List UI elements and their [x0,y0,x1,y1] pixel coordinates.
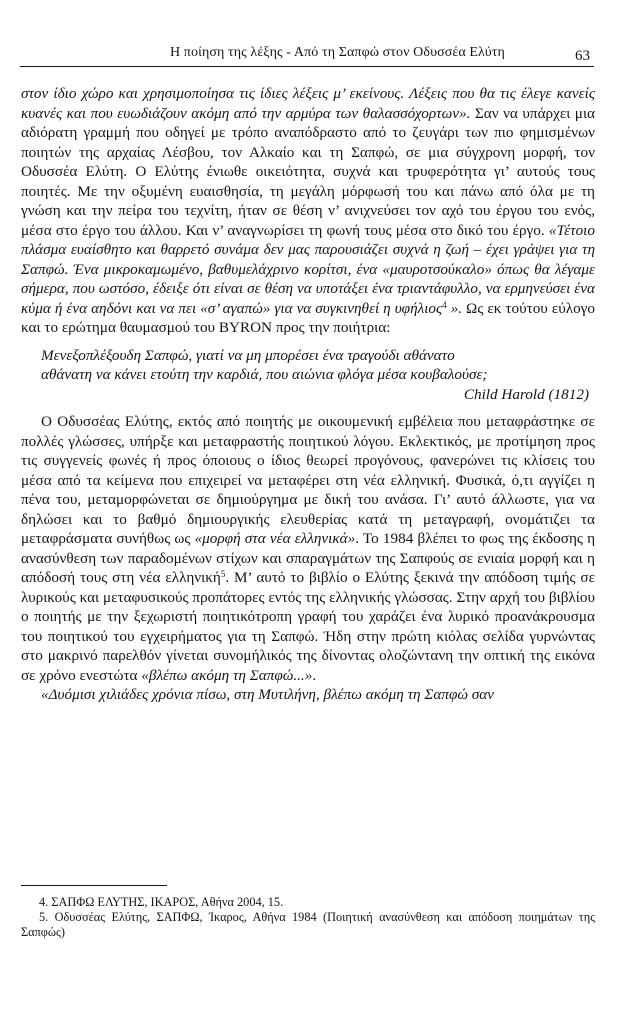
running-header [20,44,594,67]
footnote-5: 5. Οδυσσέας Ελύτης, ΣΑΠΦΩ, Ίκαρος, Αθήνα 1984 (Ποιητική ανασύνθεση και απόδοση ποιημάτων της Σαπφώς) [21,910,595,939]
paragraph-1-text: Σαν να υπάρχει μια αδιόρατη γραμμή που οδηγεί με τρόπο αναπόδραστο από το ζευγάρι των πιο φημισμένων ποιητών της αρχαίας Λέσβου, τον Αλκαίο και τη Σαπφώ, σε μια σύγχρονη μορφή, τον Οδυσσέα Ελύτη. Ο Ελύτης ένιωθε οικειότητα, συχνά και τρυφερότητα γι’ αυτούς τους ποιητές. Με την οξυμένη ευαισθησία, τη μεγάλη μόρφωσή του και πάνω από όλα με τη γνώση και την πείρα του τεχνίτη, ήταν σε θέση ν’ ανιχνεύσει τον αχό του έργου του ενός, μέσα στο έργο του άλλου. Και ν’ αναγνωρίσει τη φωνή τους μέσα στο δικό του έργο. [21,104,595,239]
quote-close: ». [446,299,463,317]
poem-line-1: Μενεξοπλέξουδη Σαπφώ, γιατί να μη μπορέσει ένα τραγούδι αθάνατο [41,346,455,364]
footnote-divider [21,885,167,886]
quote-mytilene: «Δυόμισι χιλιάδες χρόνια πίσω, στη Μυτιλήνη, βλέπω ακόμη τη Σαπφώ σαν [41,686,494,703]
paragraph-2-text-b: . Το 1984 βλέπει το φως της έκδοσης η ανασύνθεση των παραδομένων στίχων και σπαραγμάτων της Σαπφούς σε ενιαία μορφή και η απόδοσή τους στη νέα ελληνική [21,530,596,586]
quote-modern-greek-form: «μορφή στα νέα ελληνικά» [194,530,356,547]
footnotes [21,895,595,940]
footnote-ref-5[interactable]: 5 [220,569,226,579]
paragraph-2-end: . [312,666,317,684]
running-title: Η ποίηση της λέξης - Από τη Σαπφώ στον Οδυσσέα Ελύτη [170,45,505,60]
paragraph-1-end: Ως εκ τούτου εύλογο και το ερώτημα θαυμασμού του BYRON προς την ποιήτρια: [21,299,595,336]
quote-sappho-description: «Τέτοιο πλάσμα ευαίσθητο και θαρρετό συνάμα δεν μας παρουσιάζει συχνά η ζωή – έχει γράψει για τη Σαπφώ. Ένα μικροκαμωμένο, βαθυμελάχρινο κορίτσι, ένα «μαυροτσούκαλο» όπως θα λέγαμε σήμερα, που ωστόσο, έδειξε ότι είναι σε θέση να υποτάξει ένα τριαντάφυλλο, να ερμηνεύσει ένα κύμα ή ένα αηδόνι και να πει «σ’ αγαπώ» για να συγκινηθεί η υφήλιος [21,221,595,317]
footnote-4: 4. ΣΑΠΦΩ ΕΛΥΤΗΣ, ΙΚΑΡΟΣ, Αθήνα 2004, 15. [39,895,284,909]
paragraph-2 [21,412,595,685]
poem-attribution: Child Harold (1812) [463,385,589,403]
paragraph-2-text: Ο Οδυσσέας Ελύτης, εκτός από ποιητής με οικουμενική εμβέλεια που μεταφράστηκε σε πολλές γλώσσες, υπήρξε και μεταφραστής ποιητικού λόγου. Εκλεκτικός, με προτίμηση προς τις συγγενείς φωνές ή προς όποιους ο ίδιος θεωρεί προγόνους, φανερώνει τις κλίσεις του μέσα από τα κείμενα που επιχειρεί να μεταφέρει στη νέα ελληνική. Φυσικά, ό,τι αγγίζει η πένα του, μεταμορφώνεται σε δημιούργημα με δική του ανάσα. Γι’ αυτό άλλωστε, για να δηλώσει και το βαθμό δημιουργικής ελευθερίας κατά τη μεταγραφή, ονομάτιζει τα μεταφράσματα συνήθως ως [21,413,595,547]
paragraph-1 [21,84,595,338]
poem-quote [21,346,595,405]
quote-elytis-words: στον ίδιο χώρο και χρησιμοποίησα τις ίδιες λέξεις μ’ εκείνους. Λέξεις που θα τις έλεγε κανείς κυανές και που ευωδιάζουν ακόμη από την αρμύρα των θαλασσόχορτων». [21,85,595,122]
paragraph-2-text-c: . Μ’ αυτό το βιβλίο ο Ελύτης ξεκινά την απόδοση τιμής σε λυρικούς και μεταφυσικούς προπάτορες εντός της ελληνικής γλώσσας. Στην αρχή του βιβλίου ο ποιητής με την ξεχωριστή ποιητικότροπη γραφή του χαράζει ένα λυρικό προανάκρουσμα του ποιητικού του εγχειρήματος για τη Σαπφώ. Ήδη στην πρώτη κιόλας σελίδα γυρνώντας στο μακρινό παρελθόν γίνεται συνομήλικός της δίνοντας ολοζώντανη την οπτική της εικόνα σε χρόνο ενεστώτα [21,569,595,684]
footnote-ref-4[interactable]: 4 [442,299,447,310]
body-text [21,84,595,705]
quote-still-see-sappho: «βλέπω ακόμη τη Σαπφώ...» [141,666,313,684]
page-number: 63 [575,48,590,64]
paragraph-3 [21,685,595,705]
poem-line-2: αθάνατη να κάνει ετούτη την καρδιά, που αιώνια φλόγα μέσα κουβαλούσε; [41,366,488,383]
